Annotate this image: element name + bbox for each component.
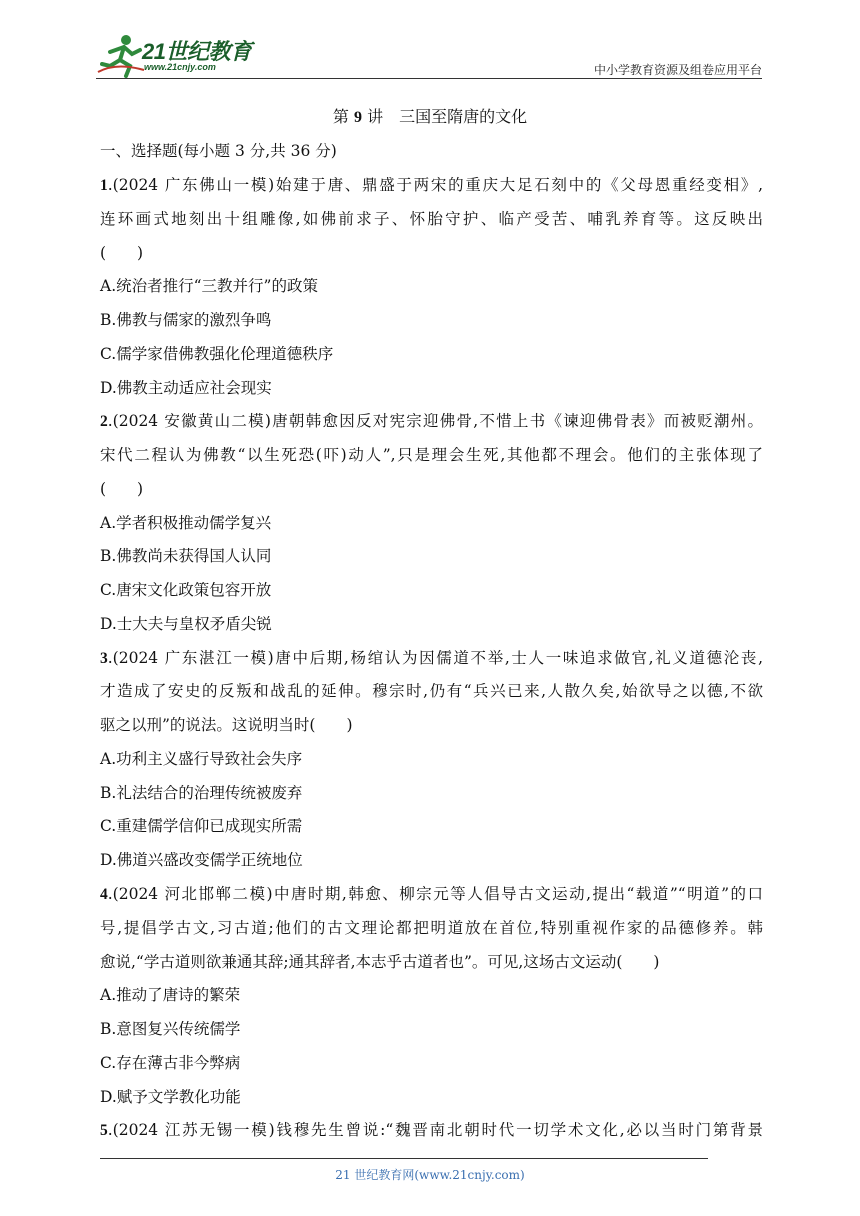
question-1-option-b: B.佛教与儒家的激烈争鸣 <box>100 311 272 329</box>
title-text: 讲 三国至隋唐的文化 <box>367 107 528 126</box>
header-divider <box>96 78 762 79</box>
footer-divider <box>100 1158 708 1159</box>
question-2-option-a: A.学者积极推动儒学复兴 <box>100 514 272 532</box>
question-1-option-d: D.佛教主动适应社会现实 <box>100 379 272 397</box>
title-prefix: 第 <box>332 107 349 126</box>
question-3-line-3: 驱之以刑”的说法。这说明当时( ) <box>100 716 353 734</box>
question-4-line-1: 4.(2024 河北邯郸二模)中唐时期,韩愈、柳宗元等人倡导古文运动,提出“载道”“明道”的口 <box>100 885 763 903</box>
question-3-option-a: A.功利主义盛行导致社会失序 <box>100 750 303 768</box>
section-heading: 一、选择题(每小题 3 分,共 36 分) <box>100 142 337 160</box>
question-2-line-2: 宋代二程认为佛教“以生死恐(吓)动人”,只是理会生死,其他都不理会。他们的主张体现了 <box>100 446 763 464</box>
question-1-line-1: 1.(2024 广东佛山一模)始建于唐、鼎盛于两宋的重庆大足石刻中的《父母恩重经变相》, <box>100 176 763 194</box>
question-1-line-3: ( ) <box>100 244 144 262</box>
runner-logo-icon <box>96 32 146 78</box>
question-1-line-2: 连环画式地刻出十组雕像,如佛前求子、怀胎守护、临产受苦、哺乳养育等。这反映出 <box>100 210 763 228</box>
question-4-option-a: A.推动了唐诗的繁荣 <box>100 986 241 1004</box>
title-number: 9 <box>354 109 362 126</box>
question-1-option-c: C.儒学家借佛教强化伦理道德秩序 <box>100 345 334 363</box>
question-5-line-1: 5.(2024 江苏无锡一模)钱穆先生曾说:“魏晋南北朝时代一切学术文化,必以当时门第背景 <box>100 1121 763 1139</box>
logo-text: 21世纪教育 <box>142 39 252 64</box>
question-4-line-2: 号,提倡学古文,习古道;他们的古文理论都把明道放在首位,特别重视作家的品德修养。韩 <box>100 919 763 937</box>
page-header <box>96 32 762 78</box>
question-4-option-b: B.意图复兴传统儒学 <box>100 1020 241 1038</box>
logo-url: www.21cnjy.com <box>144 62 216 72</box>
platform-name: 中小学教育资源及组卷应用平台 <box>593 63 762 77</box>
question-3-option-d: D.佛道兴盛改变儒学正统地位 <box>100 851 303 869</box>
question-2-line-1: 2.(2024 安徽黄山二模)唐朝韩愈因反对宪宗迎佛骨,不惜上书《谏迎佛骨表》而被贬潮州。 <box>100 412 763 430</box>
question-3-line-2: 才造成了安史的反叛和战乱的延伸。穆宗时,仍有“兵兴已来,人散久矣,始欲导之以德,不欲 <box>100 682 763 700</box>
question-3-line-1: 3.(2024 广东湛江一模)唐中后期,杨绾认为因儒道不举,士人一味追求做官,礼义道德沦丧, <box>100 649 763 667</box>
logo <box>96 32 266 78</box>
question-3-option-b: B.礼法结合的治理传统被废弃 <box>100 784 303 802</box>
question-4-line-3: 愈说,“学古道则欲兼通其辞;通其辞者,本志乎古道者也”。可见,这场古文运动( ) <box>100 953 660 971</box>
question-3-option-c: C.重建儒学信仰已成现实所需 <box>100 817 303 835</box>
question-2-line-3: ( ) <box>100 480 144 498</box>
lesson-title <box>0 104 860 127</box>
footer-source[interactable]: 21 世纪教育网(www.21cnjy.com) <box>335 1168 525 1182</box>
question-2-option-c: C.唐宋文化政策包容开放 <box>100 581 272 599</box>
question-2-option-b: B.佛教尚未获得国人认同 <box>100 547 272 565</box>
question-4-option-d: D.赋予文学教化功能 <box>100 1088 241 1106</box>
question-1-option-a: A.统治者推行“三教并行”的政策 <box>100 277 318 295</box>
question-4-option-c: C.存在薄古非今弊病 <box>100 1054 241 1072</box>
question-2-option-d: D.士大夫与皇权矛盾尖锐 <box>100 615 272 633</box>
